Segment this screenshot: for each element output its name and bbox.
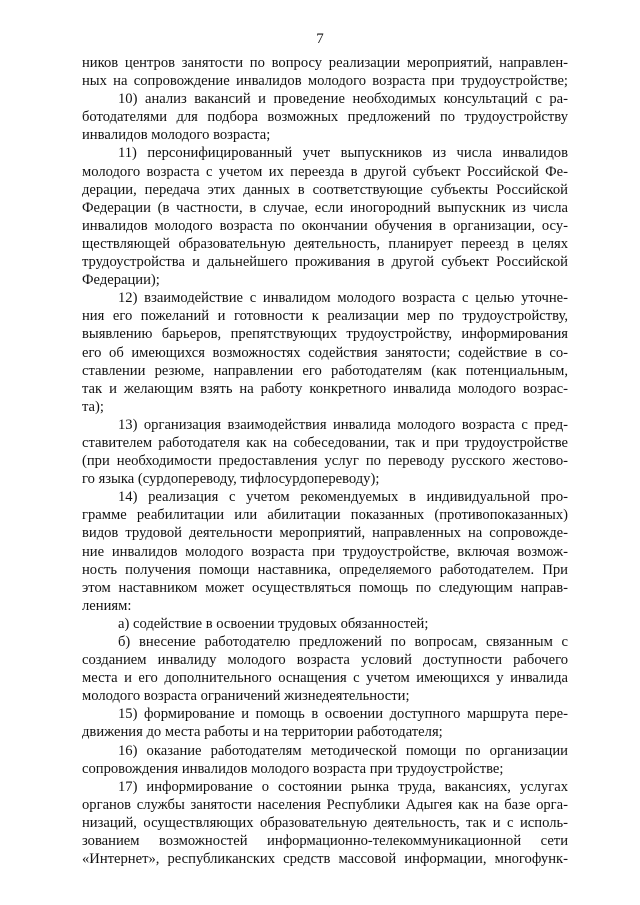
text-line: грамме реабилитации или абилитации показанных (противопоказанных) xyxy=(82,507,568,524)
text-line: 11) персонифицированный учет выпускников из числа инвалидов xyxy=(118,145,568,162)
text-line: инвалидов молодого возраста по окончании обучения в организации, осу- xyxy=(82,217,568,234)
page-number: 7 xyxy=(316,31,324,47)
text-line: 15) формирование и помощь в освоении доступного маршрута пере- xyxy=(118,706,568,723)
text-line: 10) анализ вакансий и проведение необходимых консультаций с ра- xyxy=(118,91,568,108)
text-line: го языка (сурдопереводу, тифлосурдопереводу); xyxy=(82,471,380,488)
text-line: зованием возможностей информационно-телекоммуникационной сети xyxy=(82,833,568,850)
text-line: этом наставником может осуществляться помощь по следующим направ- xyxy=(82,579,568,596)
text-line: инвалидов молодого возраста; xyxy=(82,127,271,144)
text-line: низаций, осуществляющих образовательную деятельность, так и с исполь- xyxy=(82,814,568,831)
text-line: так и желающим взять на работу конкретного инвалида молодого возрас- xyxy=(82,380,568,397)
text-line: та); xyxy=(82,398,104,415)
text-line: 13) организация взаимодействия инвалида молодого возраста с пред- xyxy=(118,416,568,433)
text-line: выявлению барьеров, препятствующих трудоустройству, информирования xyxy=(82,326,568,343)
text-line: ников центров занятости по вопросу реализации мероприятий, направлен- xyxy=(82,55,568,71)
text-line: ставлении резюме, направлении его работодателям (как потенциальным, xyxy=(82,362,568,379)
text-line: дерации, передача этих данных в соответствующие субъекты Российской xyxy=(82,181,568,198)
text-line: «Интернет», республиканских средств массовой информации, многофунк- xyxy=(82,851,568,868)
text-line: (при необходимости предоставления услуг по переводу русского жестово- xyxy=(82,453,568,470)
text-line: места и его дополнительного оснащения с учетом имеющихся у инвалида xyxy=(82,670,568,687)
text-line: ботодателями для подбора возможных предложений по трудоустройству xyxy=(82,109,568,126)
text-line: ных на сопровождение инвалидов молодого возраста при трудоустройстве; xyxy=(82,73,568,90)
text-line: ставителем работодателя как на собеседовании, так и при трудоустройстве xyxy=(82,434,568,451)
text-line: ние инвалидов молодого возраста при трудоустройстве, включая возмож- xyxy=(82,543,568,560)
text-line: органов службы занятости населения Республики Адыгея как на базе орга- xyxy=(82,796,568,813)
text-line: 14) реализация с учетом рекомендуемых в индивидуальной про- xyxy=(118,489,568,506)
document-body xyxy=(82,54,568,868)
text-line: молодого возраста с учетом их переезда в другой субъект Российской Фе- xyxy=(82,163,568,180)
text-line: 16) оказание работодателям методической помощи по организации xyxy=(118,742,568,759)
text-line: лениям: xyxy=(82,597,132,614)
text-line: трудоустройства и дальнейшего проживания в другой субъект Российской xyxy=(82,254,568,271)
text-line: а) содействие в освоении трудовых обязанностей; xyxy=(118,615,429,632)
text-line: 17) информирование о состоянии рынка труда, вакансиях, услугах xyxy=(118,778,568,795)
text-line: видов трудовой деятельности мероприятий, направленных на сопровожде- xyxy=(82,525,568,542)
text-line: молодого возраста ограничений жизнедеятельности; xyxy=(82,688,410,705)
text-line: б) внесение работодателю предложений по вопросам, связанным с xyxy=(118,634,568,650)
text-line: ществляющей образовательную деятельность, планирует переезд в целях xyxy=(82,235,568,252)
text-line: созданием инвалиду молодого возраста условий доступности рабочего xyxy=(82,652,568,669)
text-line: движения до места работы и на территории работодателя; xyxy=(82,724,443,741)
text-line: сопровождения инвалидов молодого возраста при трудоустройстве; xyxy=(82,760,504,777)
text-line: 12) взаимодействие с инвалидом молодого возраста с целью уточне- xyxy=(118,290,568,307)
text-line: Федерации (в частности, в случае, если иногородний выпускник из числа xyxy=(82,199,568,216)
text-line: ния его пожеланий и готовности к реализации мер по трудоустройству, xyxy=(82,308,568,325)
text-line: его об имеющихся возможностях содействия занятости; содействие в со- xyxy=(82,344,568,361)
text-line: Федерации); xyxy=(82,272,160,289)
text-line: ность получения помощи наставника, определяемого работодателем. При xyxy=(82,561,568,578)
